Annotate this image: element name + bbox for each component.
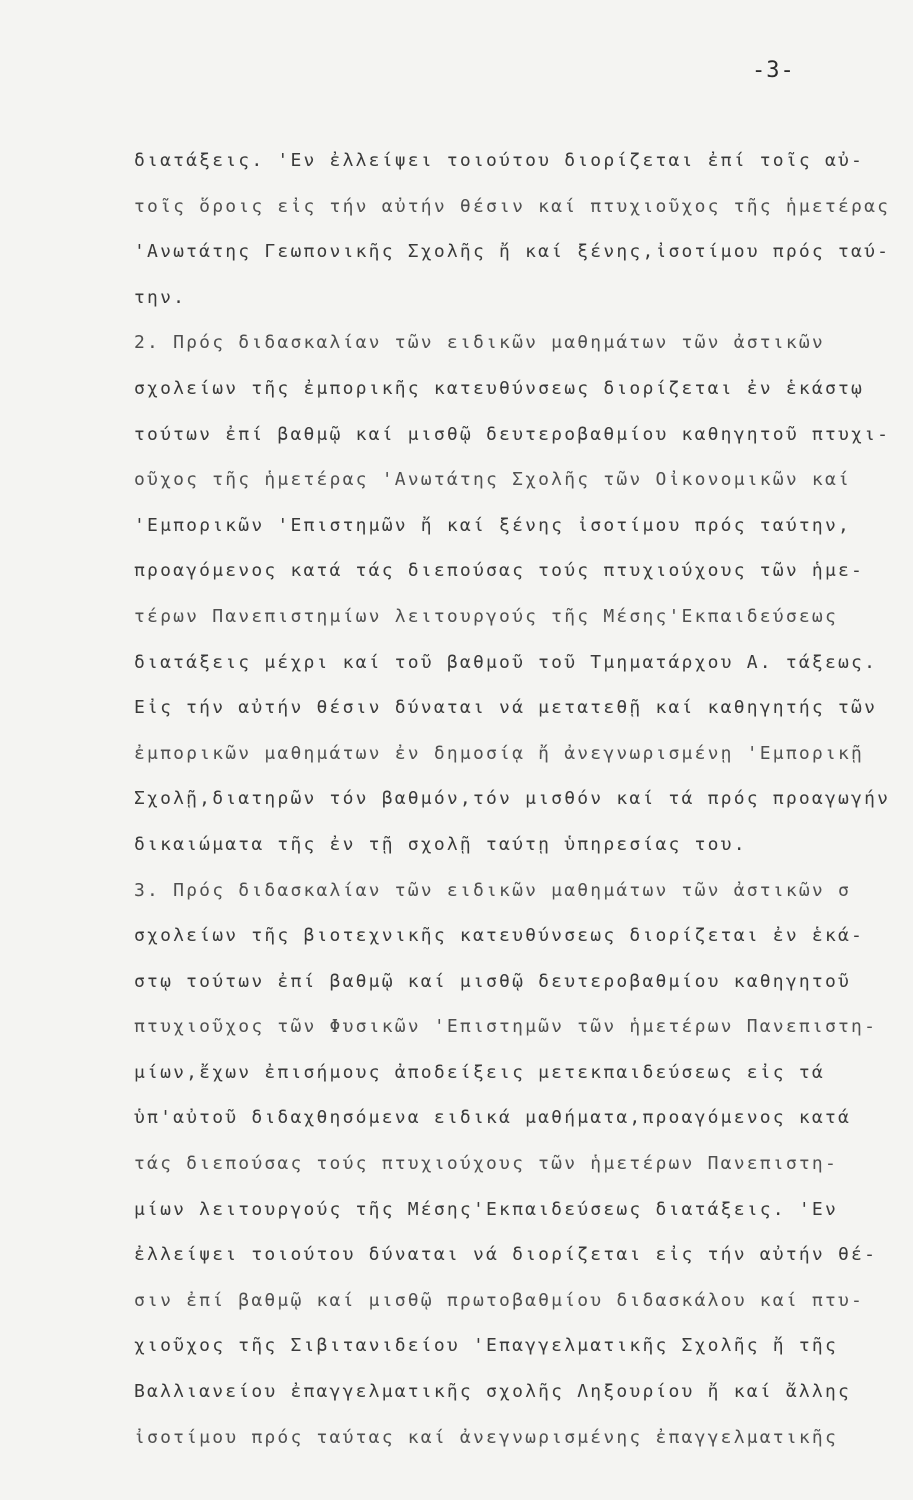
text-line: τοῖς ὅροις εἰς τήν αὐτήν θέσιν καί πτυχιοῦχος τῆς ἡμετέρας	[134, 195, 891, 217]
text-line: την.	[134, 286, 187, 308]
text-line: Εἰς τήν αὐτήν θέσιν δύναται νά μετατεθῇ καί καθηγητής τῶν	[134, 697, 878, 719]
text-line: ἰσοτίμου πρός ταύτας καί ἀνεγνωρισμένης ἐπαγγελματικῆς	[134, 1426, 838, 1448]
text-line: 2. Πρός διδασκαλίαν τῶν ειδικῶν μαθημάτων τῶν ἀστικῶν	[134, 332, 825, 354]
document-body	[134, 138, 894, 1460]
text-line: τούτων ἐπί βαθμῷ καί μισθῷ δευτεροβαθμίου καθηγητοῦ πτυχι-	[134, 423, 891, 445]
text-line: στῳ τούτων ἐπί βαθμῷ καί μισθῷ δευτεροβαθμίου καθηγητοῦ	[134, 970, 852, 992]
text-line: ἐμπορικῶν μαθημάτων ἐν δημοσίᾳ ἤ ἀνεγνωρισμένῃ 'Εμπορικῇ	[134, 742, 865, 764]
text-line: μίων λειτουργούς τῆς Μέσης'Εκπαιδεύσεως διατάξεις. 'Εν	[134, 1198, 838, 1220]
text-line: οῦχος τῆς ἡμετέρας 'Ανωτάτης Σχολῆς τῶν Οἰκονομικῶν καί	[134, 469, 852, 491]
text-line: σιν ἐπί βαθμῷ καί μισθῷ πρωτοβαθμίου διδασκάλου καί πτυ-	[134, 1289, 865, 1311]
text-line: σχολείων τῆς ἐμπορικῆς κατευθύνσεως διορίζεται ἐν ἑκάστῳ	[134, 377, 865, 399]
page-number: -3-	[752, 58, 795, 83]
text-line: Σχολῇ,διατηρῶν τόν βαθμόν,τόν μισθόν καί τά πρός προαγωγήν	[134, 788, 891, 810]
text-line: ὑπ'αὐτοῦ διδαχθησόμενα ειδικά μαθήματα,προαγόμενος κατά	[134, 1107, 852, 1129]
text-line: πτυχιοῦχος τῶν Φυσικῶν 'Επιστημῶν τῶν ἡμετέρων Πανεπιστη-	[134, 1016, 878, 1038]
text-line: 3. Πρός διδασκαλίαν τῶν ειδικῶν μαθημάτων τῶν ἀστικῶν σ	[134, 879, 852, 901]
text-line: τάς διεπούσας τούς πτυχιούχους τῶν ἡμετέρων Πανεπιστη-	[134, 1153, 838, 1175]
text-line: διατάξεις. 'Εν ἐλλείψει τοιούτου διορίζεται ἐπί τοῖς αὐ-	[134, 150, 865, 171]
text-line: προαγόμενος κατά τάς διεπούσας τούς πτυχιούχους τῶν ἡμε-	[134, 560, 865, 582]
text-line: 'Εμπορικῶν 'Επιστημῶν ἤ καί ξένης ἰσοτίμου πρός ταύτην,	[134, 514, 852, 536]
text-line: διατάξεις μέχρι καί τοῦ βαθμοῦ τοῦ Τμηματάρχου Α. τάξεως.	[134, 651, 878, 673]
text-line: ἐλλείψει τοιούτου δύναται νά διορίζεται εἰς τήν αὐτήν θέ-	[134, 1244, 878, 1266]
text-line: μίων,ἔχων ἐπισήμους ἀποδείξεις μετεκπαιδεύσεως εἰς τά	[134, 1061, 825, 1083]
text-line: χιοῦχος τῆς Σιβιτανιδείου 'Επαγγελματικῆς Σχολῆς ἤ τῆς	[134, 1335, 838, 1357]
text-line: σχολείων τῆς βιοτεχνικῆς κατευθύνσεως διορίζεται ἐν ἑκά-	[134, 925, 865, 947]
text-line: Βαλλιανείου ἐπαγγελματικῆς σχολῆς Ληξουρίου ἤ καί ἄλλης	[134, 1381, 852, 1403]
text-line: τέρων Πανεπιστημίων λειτουργούς τῆς Μέσης'Εκπαιδεύσεως	[134, 605, 838, 627]
text-line: 'Ανωτάτης Γεωπονικῆς Σχολῆς ἤ καί ξένης,ἰσοτίμου πρός ταύ-	[134, 241, 891, 263]
text-line: δικαιώματα τῆς ἐν τῇ σχολῇ ταύτῃ ὑπηρεσίας του.	[134, 833, 747, 855]
